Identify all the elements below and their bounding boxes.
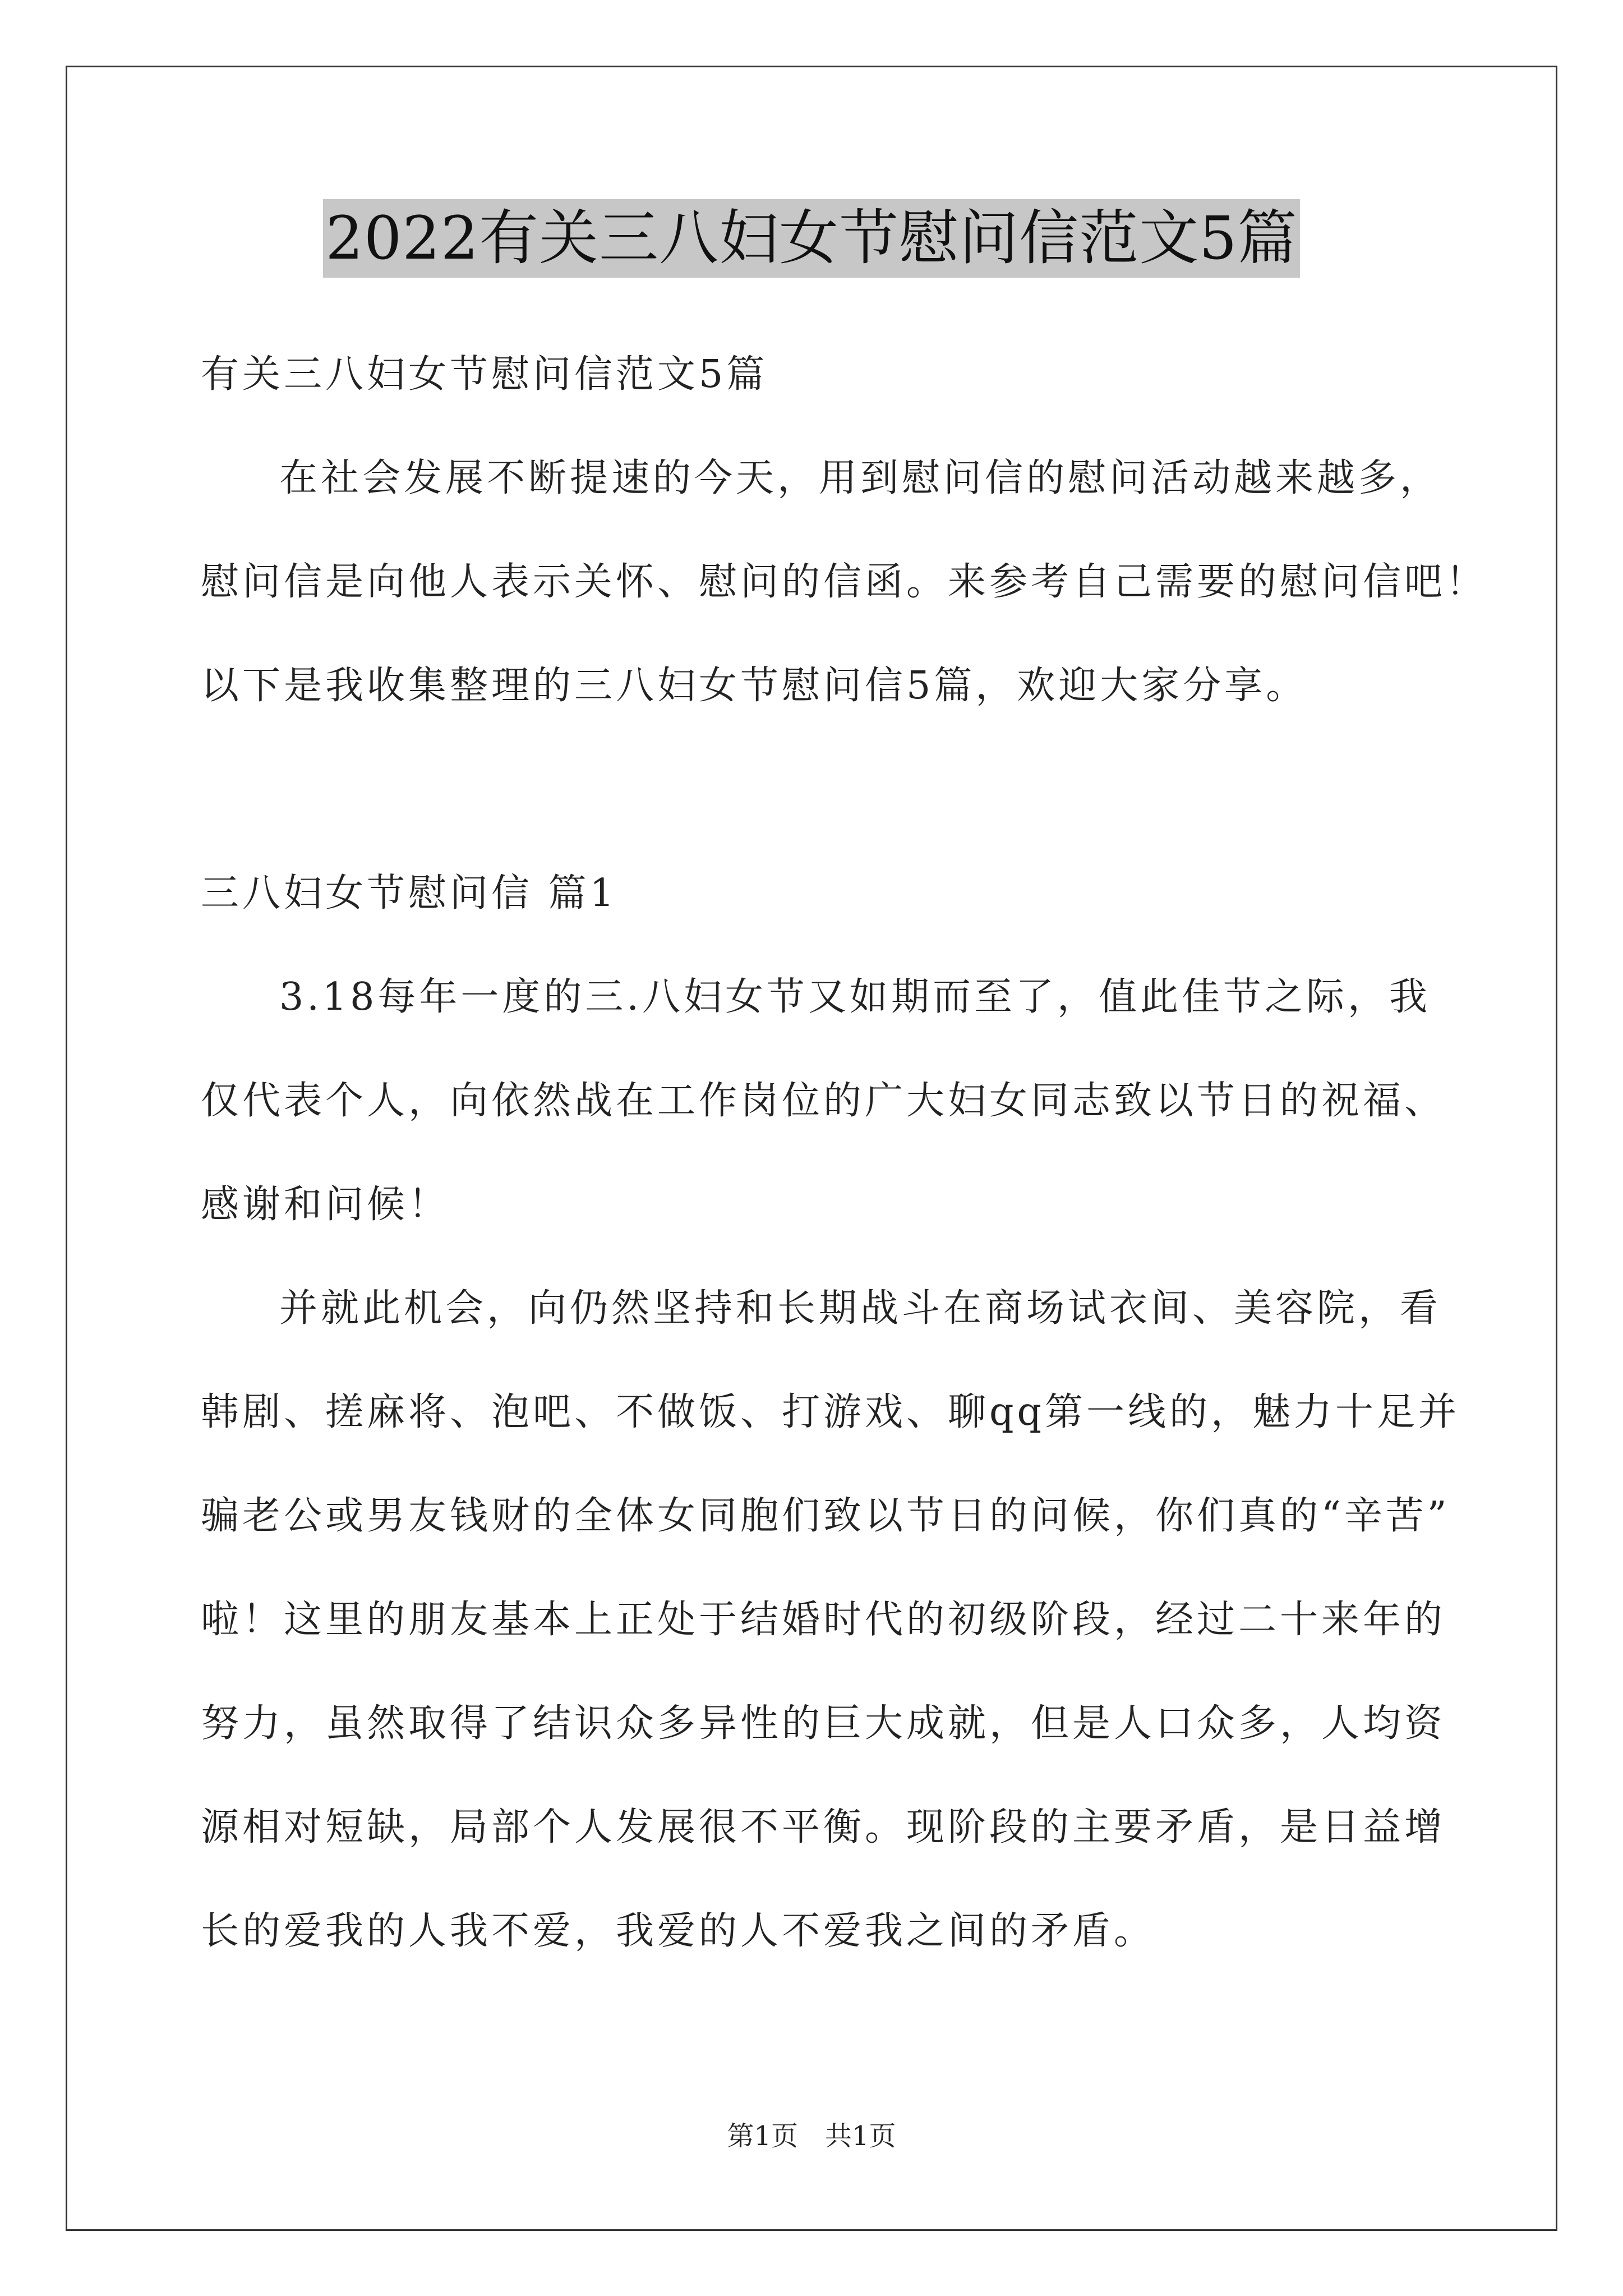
intro-line: 慰问信是向他人表示关怀、慰问的信函。来参考自己需要的慰问信吧！ bbox=[201, 560, 1488, 604]
paragraph-line: 韩剧、搓麻将、泡吧、不做饭、打游戏、聊qq第一线的，魅力十足并 bbox=[201, 1390, 1460, 1434]
title-container bbox=[0, 199, 1623, 278]
paragraph-line: 骗老公或男友钱财的全体女同胞们致以节日的问候，你们真的“辛苦” bbox=[201, 1494, 1450, 1538]
document-subtitle: 有关三八妇女节慰问信范文5篇 bbox=[201, 352, 768, 397]
paragraph-line: 长的爱我的人我不爱，我爱的人不爱我之间的矛盾。 bbox=[201, 1909, 1156, 1953]
section-heading: 三八妇女节慰问信 篇1 bbox=[201, 871, 617, 915]
paragraph-line: 努力，虽然取得了结识众多异性的巨大成就，但是人口众多，人均资 bbox=[201, 1701, 1446, 1746]
document-body bbox=[201, 292, 1488, 1958]
paragraph-line: 仅代表个人，向依然战在工作岗位的广大妇女同志致以节日的祝福、 bbox=[201, 1079, 1446, 1123]
paragraph-line: 3.18每年一度的三.八妇女节又如期而至了，值此佳节之际，我 bbox=[279, 975, 1431, 1019]
intro-line: 在社会发展不断提速的今天，用到慰问信的慰问活动越来越多， bbox=[279, 456, 1442, 500]
page-number-footer: 第1页 共1页 bbox=[727, 2120, 896, 2152]
paragraph-line: 啦！这里的朋友基本上正处于结婚时代的初级阶段，经过二十来年的 bbox=[201, 1598, 1446, 1642]
paragraph-line: 并就此机会，向仍然坚持和长期战斗在商场试衣间、美容院，看 bbox=[279, 1286, 1442, 1331]
document-title: 2022有关三八妇女节慰问信范文5篇 bbox=[323, 199, 1299, 278]
intro-line: 以下是我收集整理的三八妇女节慰问信5篇，欢迎大家分享。 bbox=[201, 664, 1308, 708]
paragraph-line: 源相对短缺，局部个人发展很不平衡。现阶段的主要矛盾，是日益增 bbox=[201, 1805, 1446, 1849]
paragraph-line: 感谢和问候！ bbox=[201, 1182, 450, 1227]
